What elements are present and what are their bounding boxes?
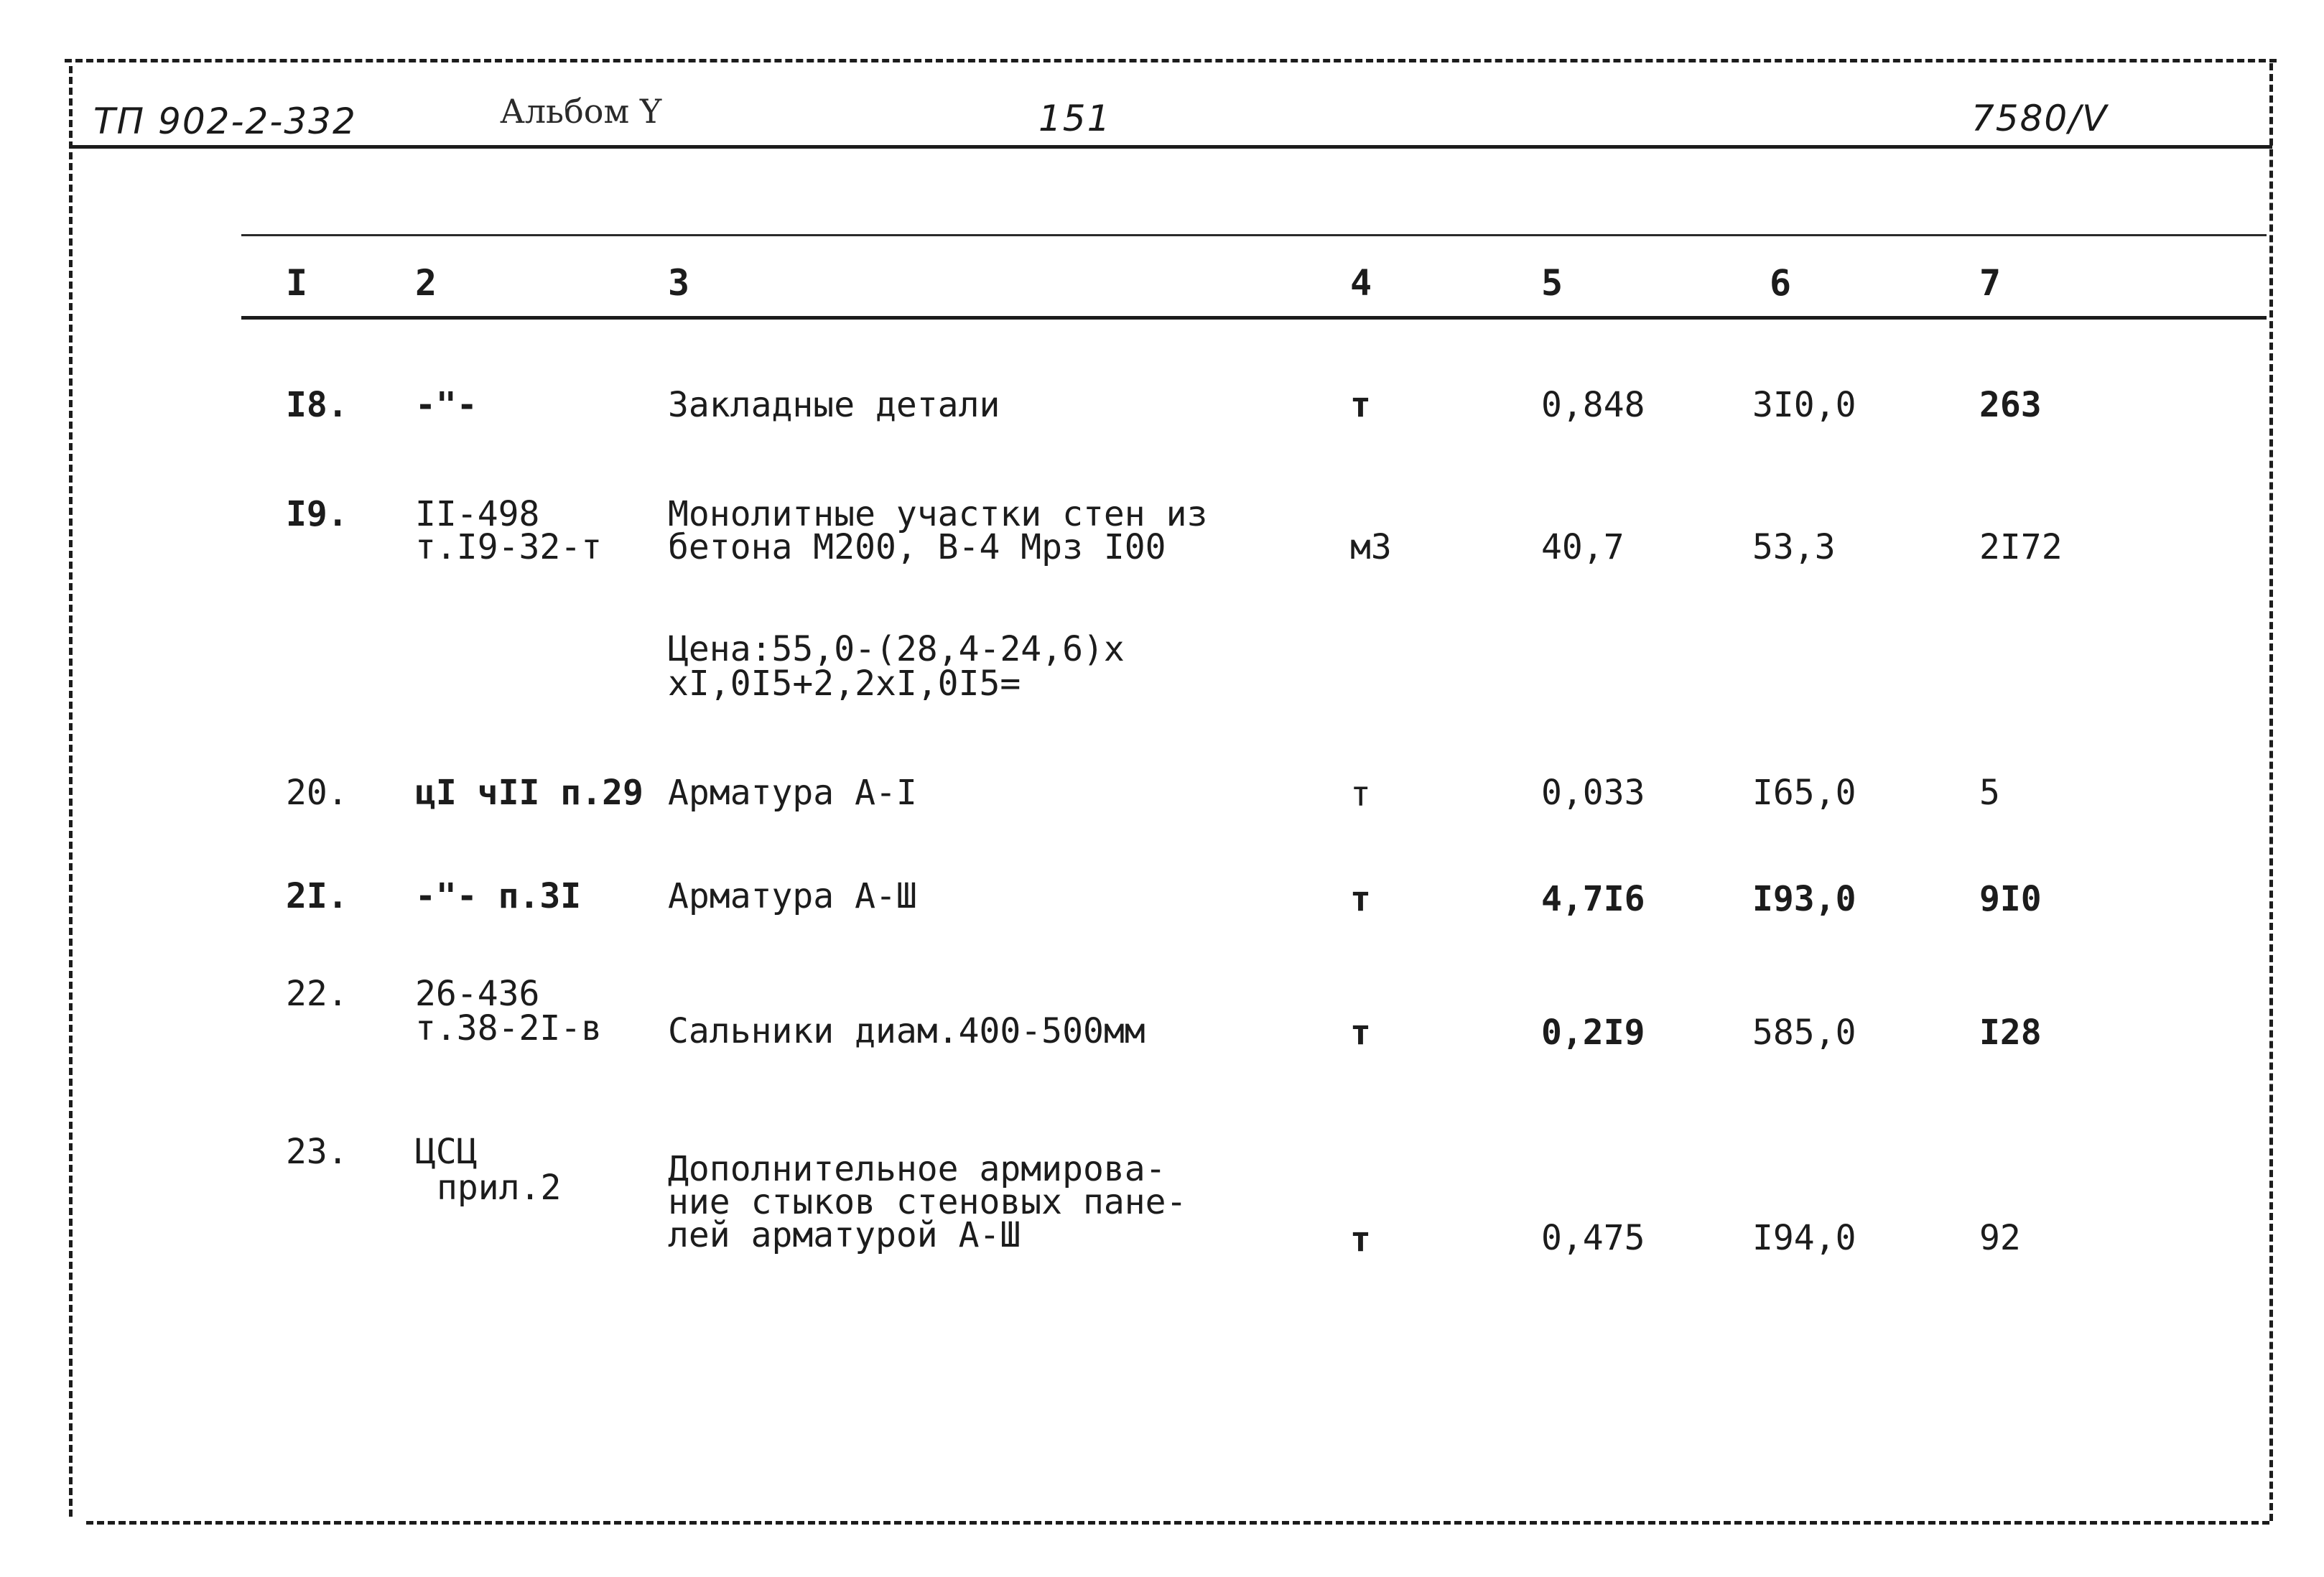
row-unit: т — [1350, 879, 1371, 919]
row-reference-line2: прил.2 — [437, 1168, 562, 1208]
column-header-4: 4 — [1350, 262, 1372, 304]
price-formula-line1: Цена:55,0-(28,4-24,6)х — [668, 629, 1125, 669]
sheet-code: 7580/V — [1971, 98, 2109, 139]
frame-top-border — [65, 59, 2277, 62]
row-unit: т — [1350, 774, 1371, 814]
frame-right-border — [2269, 63, 2273, 1521]
row-total: 2I72 — [1979, 527, 2063, 567]
row-description: Закладные детали — [668, 385, 1000, 425]
column-header-3: 3 — [668, 262, 690, 304]
row-number: I8. — [286, 385, 348, 425]
column-header-7: 7 — [1979, 262, 2002, 304]
row-number: 2I. — [286, 876, 348, 916]
album-label: Альбом Y — [500, 92, 662, 131]
row-price: 53,3 — [1752, 527, 1836, 567]
row-unit: м3 — [1350, 527, 1392, 567]
row-reference: ЦСЦ — [415, 1132, 478, 1172]
column-header-1: I — [286, 262, 308, 304]
row-quantity: 4,7I6 — [1541, 879, 1645, 919]
row-total: 9I0 — [1979, 879, 2042, 919]
row-price: I93,0 — [1752, 879, 1856, 919]
row-price: I65,0 — [1752, 773, 1856, 813]
row-quantity: 0,848 — [1541, 385, 1645, 425]
table-top-rule — [241, 234, 2267, 236]
row-quantity: 0,475 — [1541, 1218, 1645, 1258]
row-reference: -"- — [415, 385, 478, 425]
row-description: Сальники диам.400-500мм — [668, 1011, 1145, 1051]
row-reference: цI чII п.29 — [415, 773, 643, 813]
table-header-rule — [241, 316, 2267, 320]
project-code: ТП 902-2-332 — [93, 101, 357, 142]
row-reference-line2: т.I9-32-т — [415, 527, 603, 567]
price-formula-line2: хI,0I5+2,2хI,0I5= — [668, 664, 1021, 704]
row-unit: т — [1350, 385, 1371, 425]
row-quantity: 0,033 — [1541, 773, 1645, 813]
row-description: Дополнительное армирова- — [668, 1149, 1166, 1189]
column-header-2: 2 — [415, 262, 437, 304]
row-quantity: 0,2I9 — [1541, 1013, 1645, 1053]
row-quantity: 40,7 — [1541, 527, 1625, 567]
row-price: 3I0,0 — [1752, 385, 1856, 425]
row-number: I9. — [286, 494, 348, 534]
row-price: 585,0 — [1752, 1013, 1856, 1053]
row-total: 263 — [1979, 385, 2042, 425]
row-number: 23. — [286, 1132, 348, 1172]
column-header-5: 5 — [1541, 262, 1563, 304]
row-unit: т — [1350, 1219, 1371, 1260]
page-number: 151 — [1038, 98, 1112, 139]
row-unit: т — [1350, 1013, 1371, 1053]
row-total: 92 — [1979, 1218, 2021, 1258]
row-description-line2: бетона М200, В-4 Мрз I00 — [668, 527, 1166, 567]
row-total: I28 — [1979, 1013, 2042, 1053]
row-price: I94,0 — [1752, 1218, 1856, 1258]
column-header-6: 6 — [1770, 262, 1792, 304]
row-reference: -"- п.3I — [415, 876, 582, 916]
row-reference: II-498 — [415, 494, 540, 534]
header-divider — [69, 145, 2272, 149]
row-reference-line2: т.38-2I-в — [415, 1008, 603, 1048]
frame-left-border — [69, 66, 73, 1517]
row-description: Монолитные участки стен из — [668, 494, 1208, 534]
row-description: Арматура А-Ш — [668, 876, 917, 916]
row-description: Арматура А-I — [668, 773, 917, 813]
row-reference: 26-436 — [415, 974, 540, 1014]
row-description-line3: лей арматурой А-Ш — [668, 1215, 1021, 1255]
row-total: 5 — [1979, 773, 2000, 813]
row-number: 22. — [286, 974, 348, 1014]
frame-bottom-border — [86, 1521, 2269, 1525]
row-description-line2: ние стыков стеновых пане- — [668, 1182, 1187, 1222]
row-number: 20. — [286, 773, 348, 813]
